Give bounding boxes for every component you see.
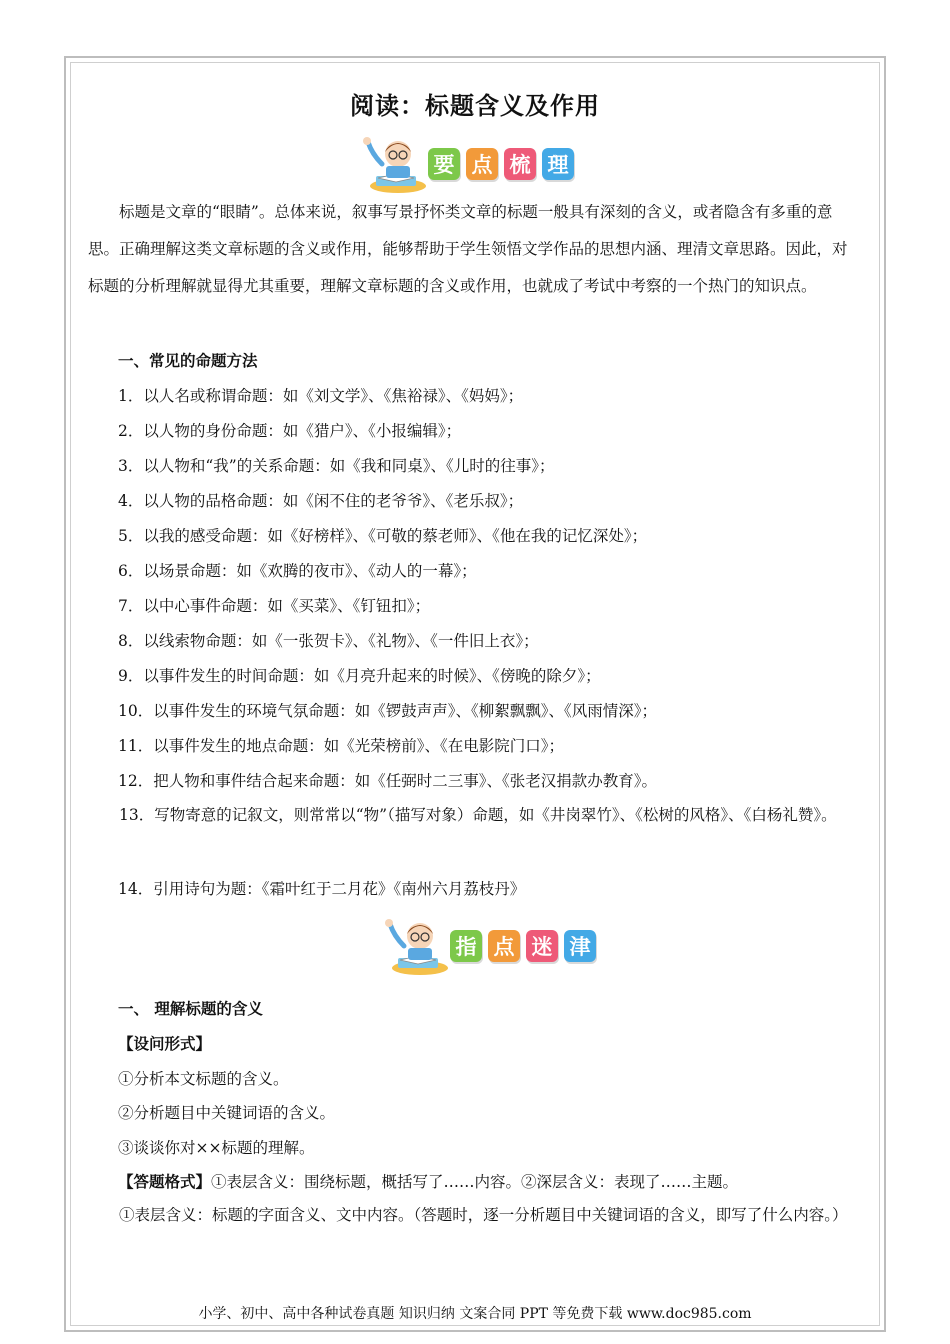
method-item-13 (88, 797, 860, 834)
ask-form-label: 【设问形式】 (118, 1035, 212, 1053)
ask-item: ②分析题目中关键词语的含义。 (118, 1104, 336, 1122)
banner-char: 理 (542, 148, 574, 180)
page-title: 阅读：标题含义及作用 (350, 92, 600, 120)
surface-meaning-text: ①表层含义：标题的字面含义、文中内容。（答题时，逐一分析题目中关键词语的含义，即写了什么内容。） (119, 1206, 848, 1224)
method-item: 12．把人物和事件结合起来命题：如《任弼时二三事》、《张老汉捐款办教育》。 (118, 772, 657, 790)
intro-text: 标题是文章的“眼睛”。总体来说，叙事写景抒怀类文章的标题一般具有深刻的含义，或者隐含有多重的意思。正确理解这类文章标题的含义或作用，能够帮助于学生领悟文学作品的思想内涵、理清文章思路。因此，对标题的分析理解就显得尤其重要，理解文章标题的含义或作用，也就成了考试中考察的一个热门的知识点。 (88, 203, 848, 295)
method-item: 7．以中心事件命题：如《买菜》、《钉钮扣》； (118, 597, 431, 615)
answer-format-text: ①表层含义：围绕标题，概括写了……内容。②深层含义：表现了……主题。 (211, 1173, 739, 1191)
method-item: 14．引用诗句为题：《霜叶红于二月花》《南州六月荔枝丹》 (118, 880, 526, 898)
method-item: 11．以事件发生的地点命题：如《光荣榜前》、《在电影院门口》； (118, 737, 564, 755)
student-reading-icon (380, 916, 454, 976)
ask-item: ③谈谈你对××标题的理解。 (118, 1139, 315, 1157)
banner-char: 点 (466, 148, 498, 180)
method-item: 8．以线索物命题：如《一张贺卡》、《礼物》、《一件旧上衣》； (118, 632, 539, 650)
ask-item: ①分析本文标题的含义。 (118, 1070, 289, 1088)
banner-char: 津 (564, 930, 596, 962)
banner-char: 迷 (526, 930, 558, 962)
banner-char: 指 (450, 930, 482, 962)
banner-char: 梳 (504, 148, 536, 180)
section-heading: 一、常见的命题方法 (118, 352, 258, 370)
method-item: 5．以我的感受命题：如《好榜样》、《可敬的蔡老师》、《他在我的记忆深处》； (118, 527, 648, 545)
method-item: 1．以人名或称谓命题：如《刘文学》、《焦裕禄》、《妈妈》； (118, 387, 524, 405)
section-heading: 一、 理解标题的含义 (118, 1000, 263, 1018)
method-item: 2．以人物的身份命题：如《猎户》、《小报编辑》； (118, 422, 462, 440)
guidance-banner (380, 916, 610, 976)
intro-paragraph (88, 194, 860, 305)
banner-char: 要 (428, 148, 460, 180)
method-item: 9．以事件发生的时间命题：如《月亮升起来的时候》、《傍晚的除夕》； (118, 667, 601, 685)
banner-char: 点 (488, 930, 520, 962)
answer-format-line (118, 1170, 738, 1192)
method-item: 3．以人物和“我”的关系命题：如《我和同桌》、《儿时的往事》； (118, 457, 555, 475)
answer-format-label: 【答题格式】 (118, 1173, 212, 1191)
method-item: 10．以事件发生的环境气氛命题：如《锣鼓声声》、《柳絮飘飘》、《风雨情深》； (118, 702, 657, 720)
student-reading-icon (358, 134, 432, 194)
page-footer: 小学、初中、高中各种试卷真题 知识归纳 文案合同 PPT 等免费下载 www.doc985.com (198, 1306, 752, 1322)
method-item: 13．写物寄意的记叙文，则常常以“物”（描写对象）命题，如《井岗翠竹》、《松树的风格》、《白杨礼赞》。 (119, 806, 837, 824)
method-item: 6．以场景命题：如《欢腾的夜市》、《动人的一幕》； (118, 562, 477, 580)
surface-meaning-paragraph (88, 1197, 860, 1234)
key-points-banner (358, 134, 588, 194)
method-item: 4．以人物的品格命题：如《闲不住的老爷爷》、《老乐叔》； (118, 492, 524, 510)
